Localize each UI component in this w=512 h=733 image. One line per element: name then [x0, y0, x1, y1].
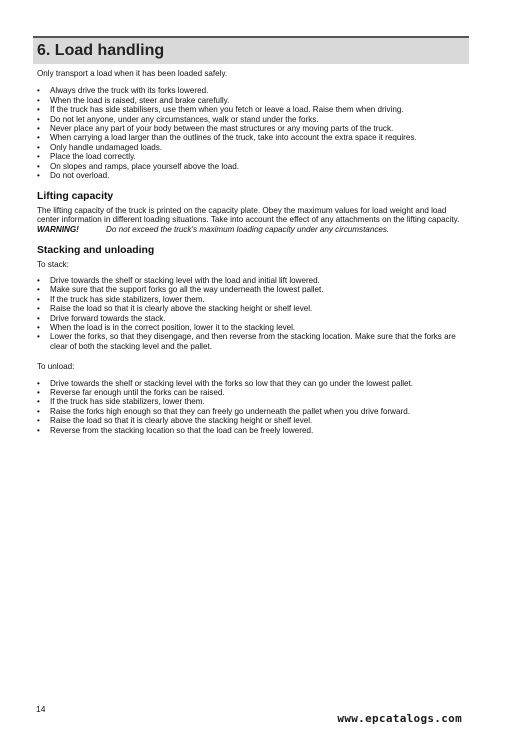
- unload-label: To unload:: [37, 362, 75, 372]
- list-item: • Raise the forks high enough so that they can freely go underneath the pallet when you drive forward.: [37, 407, 469, 416]
- list-item: • Drive towards the shelf or stacking level with the forks so low that they can go under the lowest pallet.: [37, 379, 469, 388]
- unload-steps-list: [37, 379, 469, 435]
- list-item: • If the truck has side stabilisers, use them when you fetch or leave a load. Raise them when driving.: [37, 105, 469, 114]
- stack-steps-list: [37, 276, 469, 351]
- list-item: • When carrying a load larger than the outlines of the truck, take into account the extra space it requires.: [37, 133, 469, 142]
- page-content: [37, 69, 469, 435]
- list-item: • Never place any part of your body between the mast structures or any moving parts of the truck.: [37, 124, 469, 133]
- list-item: • Lower the forks, so that they disengage, and then reverse from the stacking location. Make sure that the forks are clear of both the stacking level and the pallet.: [37, 332, 469, 351]
- intro-text: Only transport a load when it has been loaded safely.: [37, 69, 228, 78]
- list-item: • Drive towards the shelf or stacking level with the load and initial lift lowered.: [37, 276, 469, 285]
- list-item: • Reverse far enough until the forks can be raised.: [37, 388, 469, 397]
- list-item: • Reverse from the stacking location so that the load can be freely lowered.: [37, 426, 469, 435]
- list-item: • If the truck has side stabilizers, lower them.: [37, 397, 469, 406]
- lifting-capacity-text: The lifting capacity of the truck is printed on the capacity plate. Obey the maximum values for load weight and load center information in different loading situations. Take into account the effect of any attachments on the lifting capacity.: [37, 205, 460, 225]
- stack-label: To stack:: [37, 259, 69, 269]
- section-header: [33, 36, 469, 64]
- list-item: • Always drive the truck with its forks lowered.: [37, 86, 469, 95]
- list-item: • Raise the load so that it is clearly above the stacking height or shelf level.: [37, 416, 469, 425]
- section-title: 6. Load handling: [37, 42, 165, 59]
- list-item: • Make sure that the support forks go all the way underneath the lowest pallet.: [37, 285, 469, 294]
- list-item: • Do not overload.: [37, 171, 469, 180]
- warning-label: WARNING!: [37, 224, 79, 234]
- list-item: • Do not let anyone, under any circumstances, walk or stand under the forks.: [37, 115, 469, 124]
- list-item: • Raise the load so that it is clearly above the stacking height or shelf level.: [37, 304, 469, 313]
- list-item: • On slopes and ramps, place yourself above the load.: [37, 162, 469, 171]
- warning-text: Do not exceed the truck's maximum loading capacity under any circumstances.: [106, 224, 390, 234]
- list-item: • Only handle undamaged loads.: [37, 143, 469, 152]
- rules-list: [37, 86, 469, 180]
- warning-note: [37, 225, 469, 234]
- watermark-url: www.epcatalogs.com: [337, 712, 462, 725]
- list-item: • Drive forward towards the stack.: [37, 314, 469, 323]
- lifting-capacity-heading: Lifting capacity: [37, 191, 114, 203]
- list-item: • When the load is in the correct position, lower it to the stacking level.: [37, 323, 469, 332]
- list-item: • When the load is raised, steer and brake carefully.: [37, 96, 469, 105]
- page-number: 14: [36, 704, 46, 714]
- list-item: • If the truck has side stabilizers, lower them.: [37, 295, 469, 304]
- list-item: • Place the load correctly.: [37, 152, 469, 161]
- stacking-heading: Stacking and unloading: [37, 245, 155, 257]
